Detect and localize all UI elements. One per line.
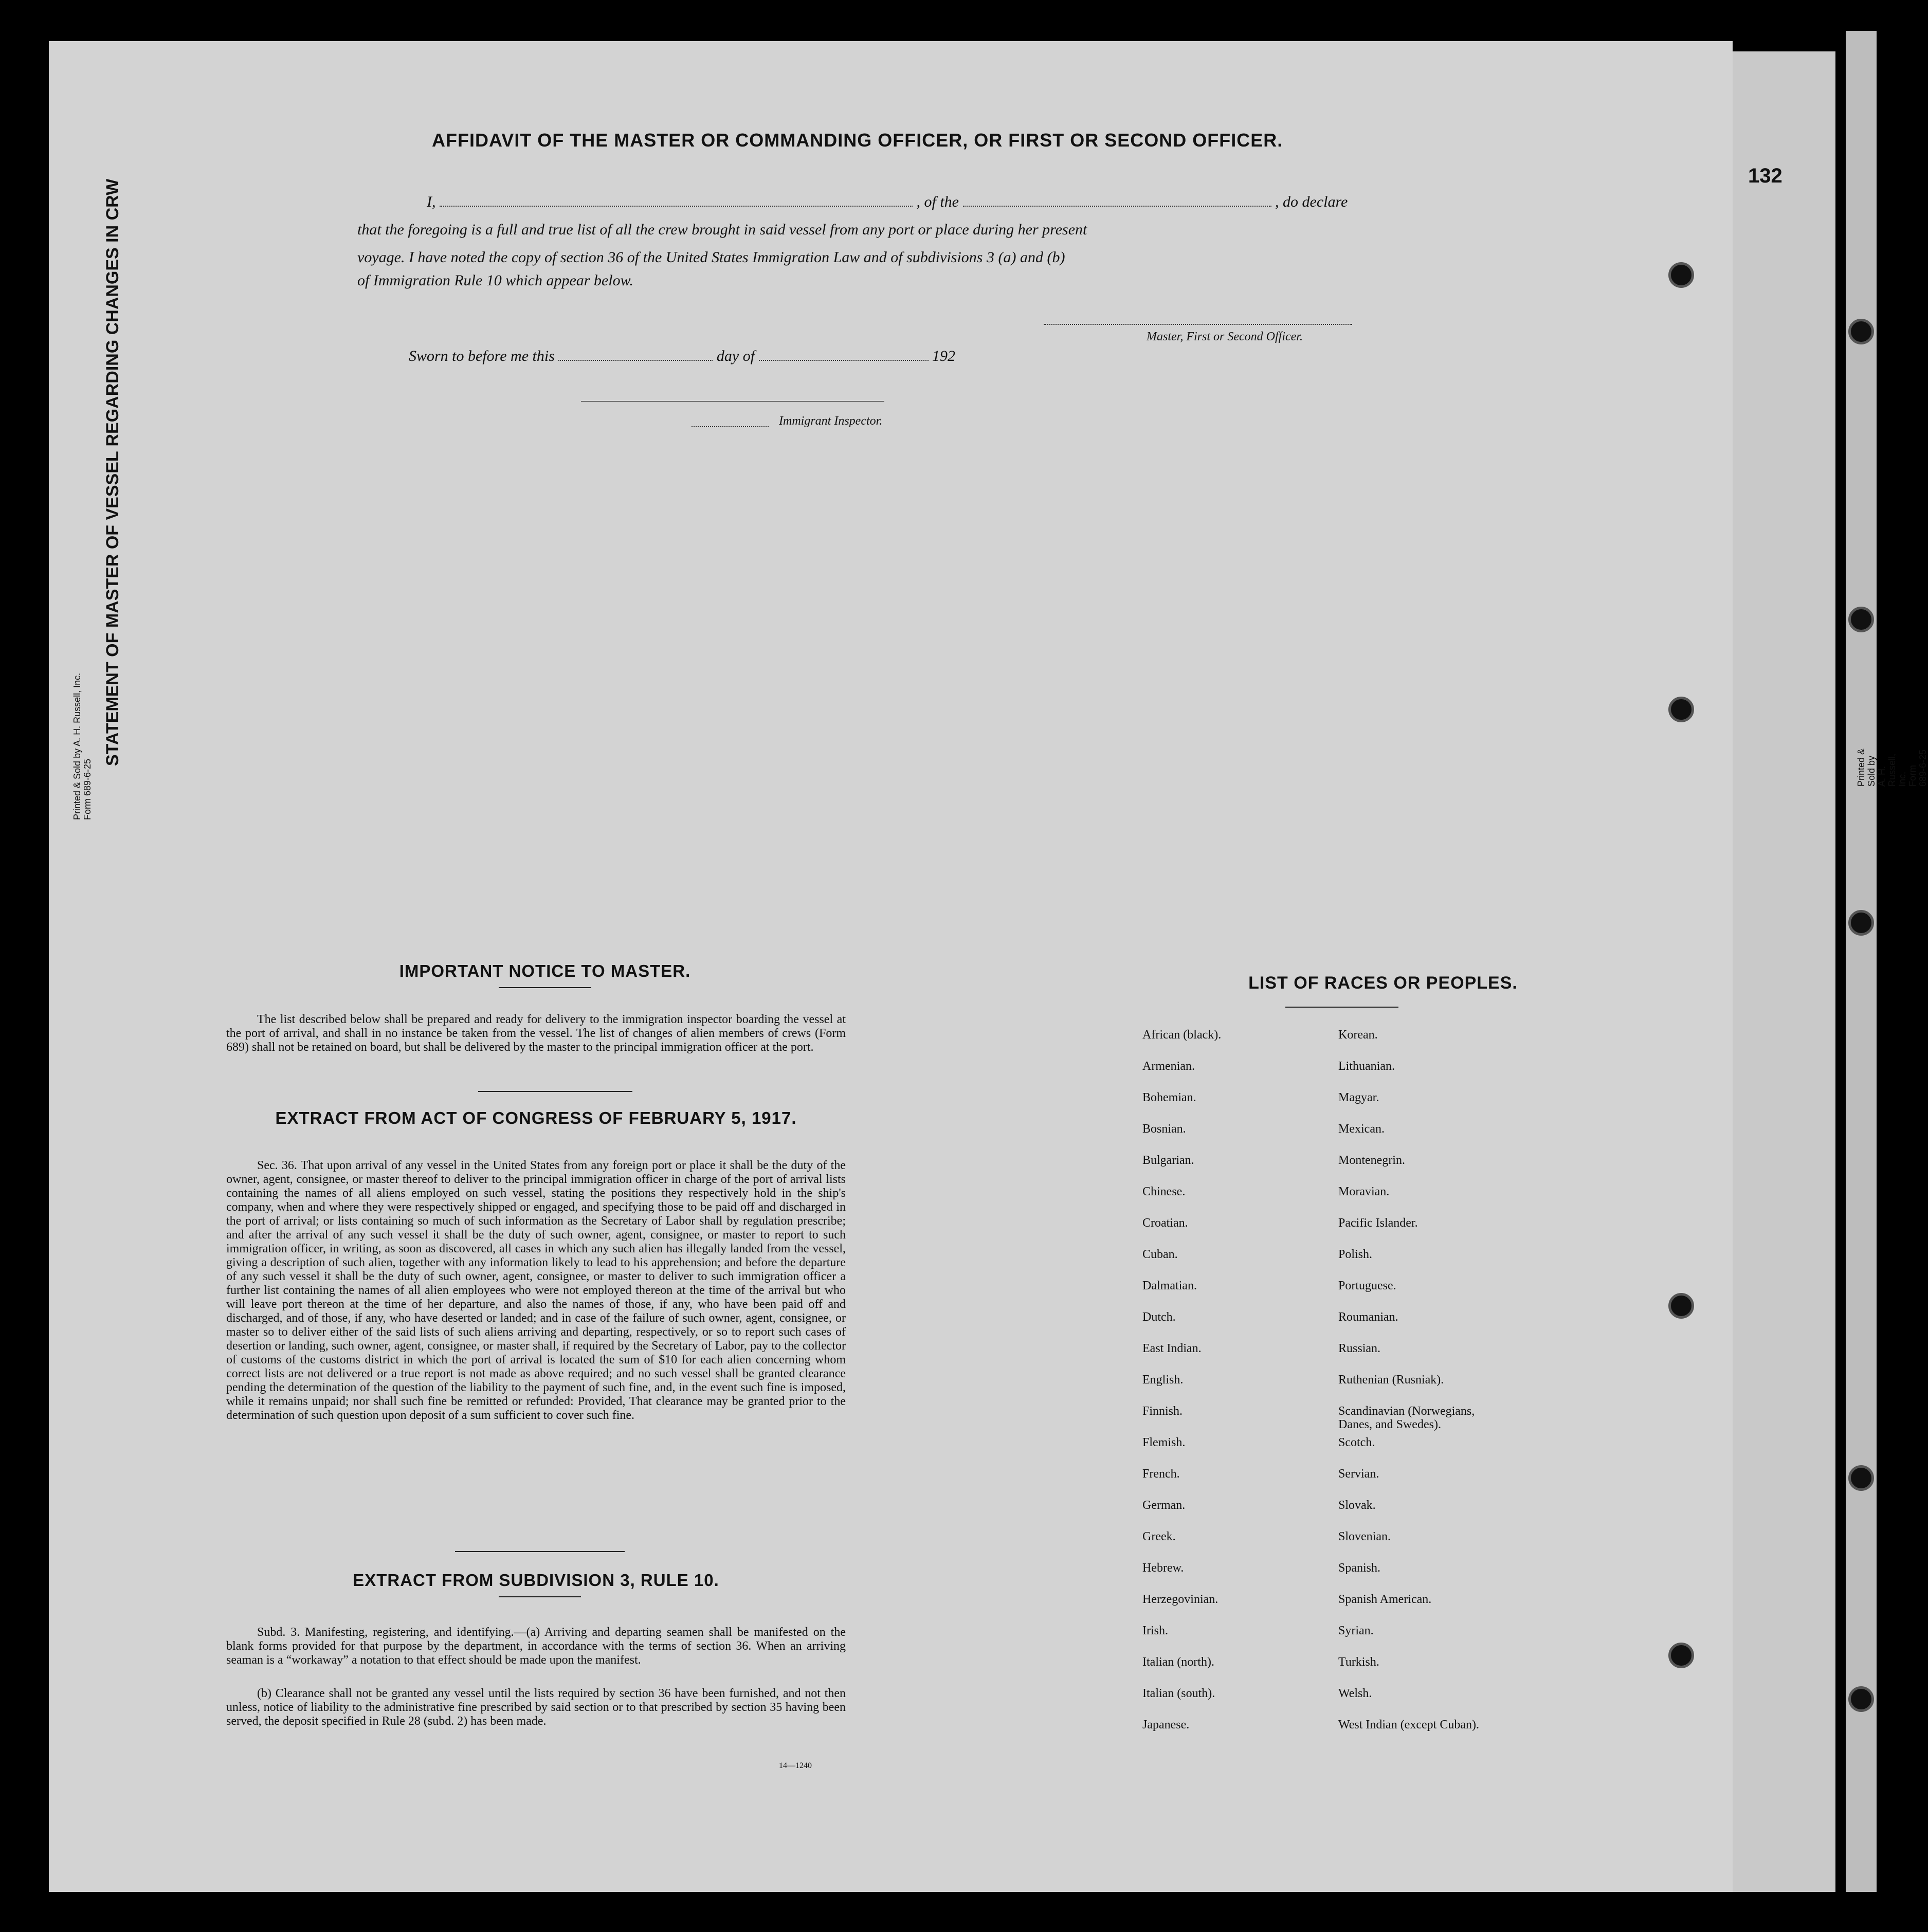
- race-item: West Indian (except Cuban).: [1338, 1718, 1479, 1731]
- race-item: Japanese.: [1142, 1718, 1190, 1731]
- races-heading: LIST OF RACES OR PEOPLES.: [1248, 973, 1518, 993]
- printer-imprint-left: Printed & Sold by A. H. Russell, Inc. Form 689-6-25: [72, 672, 93, 820]
- race-item: Bulgarian.: [1142, 1154, 1194, 1167]
- divider: [455, 1551, 625, 1552]
- race-item: English.: [1142, 1373, 1184, 1387]
- affidavit-line-4: of Immigration Rule 10 which appear below.: [357, 272, 633, 289]
- race-item: Slovenian.: [1338, 1530, 1391, 1543]
- race-item: Lithuanian.: [1338, 1060, 1395, 1073]
- name-blank: [440, 206, 913, 207]
- race-item: Pacific Islander.: [1338, 1216, 1418, 1230]
- race-item: Slovak.: [1338, 1499, 1376, 1512]
- affidavit-line-1: I, , of the , do declare: [427, 193, 1348, 210]
- race-item: Spanish American.: [1338, 1593, 1432, 1606]
- binder-hole: [1848, 1686, 1874, 1712]
- race-item: Dutch.: [1142, 1310, 1176, 1324]
- race-item: Bohemian.: [1142, 1091, 1196, 1104]
- binder-hole: [1668, 697, 1694, 722]
- race-item: Syrian.: [1338, 1624, 1374, 1637]
- race-item: Russian.: [1338, 1342, 1381, 1355]
- binder-hole: [1848, 607, 1874, 632]
- affidavit-line-3: voyage. I have noted the copy of section 36 of the United States Immigration Law and of subdivisions 3 (a) and (b): [357, 249, 1065, 266]
- notice-text: The list described below shall be prepared and ready for delivery to the immigration inspector boarding the vessel at the port of arrival, and shall in no instance be taken from the vessel. The list of changes of alien members of crews (Form 689) shall not be retained on board, but shall be delivered by the master to the principal immigration officer at the port.: [226, 1013, 846, 1054]
- race-item: Turkish.: [1338, 1655, 1379, 1669]
- race-item: Finnish.: [1142, 1405, 1183, 1418]
- race-item: Herzegovinian.: [1142, 1593, 1218, 1606]
- race-item: Croatian.: [1142, 1216, 1188, 1230]
- far-right-strip: [1846, 31, 1877, 1892]
- printer-imprint-right: Printed & Sold by A. H. Russell, Inc. Form 689-6-25: [1856, 748, 1928, 787]
- master-signature-line: [1044, 324, 1352, 325]
- race-item: Bosnian.: [1142, 1122, 1186, 1136]
- race-item: Greek.: [1142, 1530, 1176, 1543]
- race-item: Roumanian.: [1338, 1310, 1398, 1324]
- race-item: African (black).: [1142, 1028, 1222, 1042]
- race-item: Scotch.: [1338, 1436, 1375, 1449]
- race-item: Spanish.: [1338, 1561, 1381, 1575]
- race-item: Flemish.: [1142, 1436, 1186, 1449]
- race-item: Armenian.: [1142, 1060, 1195, 1073]
- race-item: Polish.: [1338, 1248, 1373, 1261]
- master-label: Master, First or Second Officer.: [1147, 330, 1303, 343]
- race-item: Chinese.: [1142, 1185, 1186, 1198]
- binder-hole: [1668, 1293, 1694, 1319]
- race-item: Mexican.: [1338, 1122, 1385, 1136]
- race-item: Irish.: [1142, 1624, 1168, 1637]
- race-item: Korean.: [1338, 1028, 1378, 1042]
- race-item: East Indian.: [1142, 1342, 1202, 1355]
- race-item: Italian (north).: [1142, 1655, 1214, 1669]
- race-item: French.: [1142, 1467, 1180, 1481]
- divider: [478, 1091, 632, 1092]
- races-rule: [1285, 1007, 1398, 1008]
- race-item: Moravian.: [1338, 1185, 1390, 1198]
- inspector-signature-line: [581, 401, 884, 402]
- binder-hole: [1848, 910, 1874, 936]
- race-item: Welsh.: [1338, 1687, 1372, 1700]
- binder-hole: [1668, 262, 1694, 288]
- inspector-dots: [692, 426, 769, 427]
- binder-hole: [1668, 1643, 1694, 1668]
- binder-hole: [1848, 1465, 1874, 1491]
- act-text: Sec. 36. That upon arrival of any vessel in the United States from any foreign port or place it shall be the duty of the owner, agent, consignee, or master thereof to deliver to the principal immigration officer in charge of the port of arrival lists containing the names of all aliens employed on such vessel, stating the positions they respectively hold in the ship's company, when and where they were respectively shipped or engaged, and specifying those to be paid off and discharged in the port of arrival; or lists containing so much of such information as the Secretary of Labor shall by regulation prescribe; and after the arrival of any such vessel it shall be the duty of such owner, agent, consignee, or master to report to such immigration officer, in writing, as soon as discovered, all cases in which any such alien has illegally landed from the vessel, giving a description of such alien, together with any information likely to lead to his apprehension; and before the departure of any such vessel it shall be the duty of such owner, agent, consignee, or master to deliver to such immigration officer a further list containing the names of all alien employees who were not employed thereon at the time of the arrival but who will leave port thereon at the time of her departure, and also the names of those, if any, who have been paid off and discharged, and of those, if any, who have deserted or landed; and in case of the failure of such owner, agent, consignee, or master so to deliver either of the said lists of such aliens arriving and departing, respectively, or so to report such cases of desertion or landing, such owner, agent, consignee, or master shall, if required by the Secretary of Labor, pay to the collector of customs of the customs district in which the port of arrival is located the sum of $10 for each alien concerning whom correct lists are not delivered or a true report is not made as above required; and no such vessel shall be granted clearance pending the determination of the question of the liability to the payment of such fine, and, in the event such fine is imposed, while it remains unpaid; nor shall such fine be remitted or refunded: Provided, That clearance may be granted prior to the determination of such question upon deposit of a sum sufficient to cover such fine.: [226, 1159, 846, 1422]
- rule-heading: EXTRACT FROM SUBDIVISION 3, RULE 10.: [353, 1571, 719, 1590]
- vessel-blank: [963, 206, 1271, 207]
- form-number: 14—1240: [779, 1761, 812, 1770]
- race-item: German.: [1142, 1499, 1186, 1512]
- race-item: Cuban.: [1142, 1248, 1178, 1261]
- affidavit-title: AFFIDAVIT OF THE MASTER OR COMMANDING OFFICER, OR FIRST OR SECOND OFFICER.: [432, 130, 1283, 151]
- rule-text-a: Subd. 3. Manifesting, registering, and identifying.—(a) Arriving and departing seamen shall be manifested on the blank forms provided for that purpose by the department, in accordance with the terms of section 36. When an arriving seaman is a “workaway” a notation to that effect should be made upon the manifest.: [226, 1626, 846, 1667]
- binder-hole: [1848, 319, 1874, 344]
- sidebar-title: STATEMENT OF MASTER OF VESSEL REGARDING CHANGES IN CRW: [103, 178, 122, 766]
- race-item: Hebrew.: [1142, 1561, 1184, 1575]
- affidavit-line-2: that the foregoing is a full and true list of all the crew brought in said vessel from any port or place during her present: [357, 221, 1087, 238]
- race-item: Dalmatian.: [1142, 1279, 1197, 1292]
- notice-rule: [499, 987, 591, 988]
- rule-text-b: (b) Clearance shall not be granted any vessel until the lists required by section 36 have been furnished, and not then unless, notice of liability to the administrative fine prescribed by said section or to that prescribed by section 35 having been served, the deposit specified in Rule 28 (subd. 2) has been made.: [226, 1687, 846, 1728]
- race-item: Italian (south).: [1142, 1687, 1215, 1700]
- notice-heading: IMPORTANT NOTICE TO MASTER.: [399, 961, 691, 980]
- right-page-strip: [1733, 51, 1835, 1892]
- rule-underline: [499, 1596, 581, 1597]
- race-item: Montenegrin.: [1338, 1154, 1405, 1167]
- page-number: 132: [1748, 165, 1783, 187]
- act-heading: EXTRACT FROM ACT OF CONGRESS OF FEBRUARY 5, 1917.: [275, 1108, 797, 1127]
- race-item: Magyar.: [1338, 1091, 1379, 1104]
- race-item: Portuguese.: [1338, 1279, 1396, 1292]
- race-item: Scandinavian (Norwegians, Danes, and Swedes).: [1338, 1405, 1475, 1431]
- inspector-label: Immigrant Inspector.: [779, 414, 883, 428]
- race-item: Servian.: [1338, 1467, 1379, 1481]
- race-item: Ruthenian (Rusniak).: [1338, 1373, 1444, 1387]
- sworn-line: Sworn to before me this day of 192: [409, 348, 956, 364]
